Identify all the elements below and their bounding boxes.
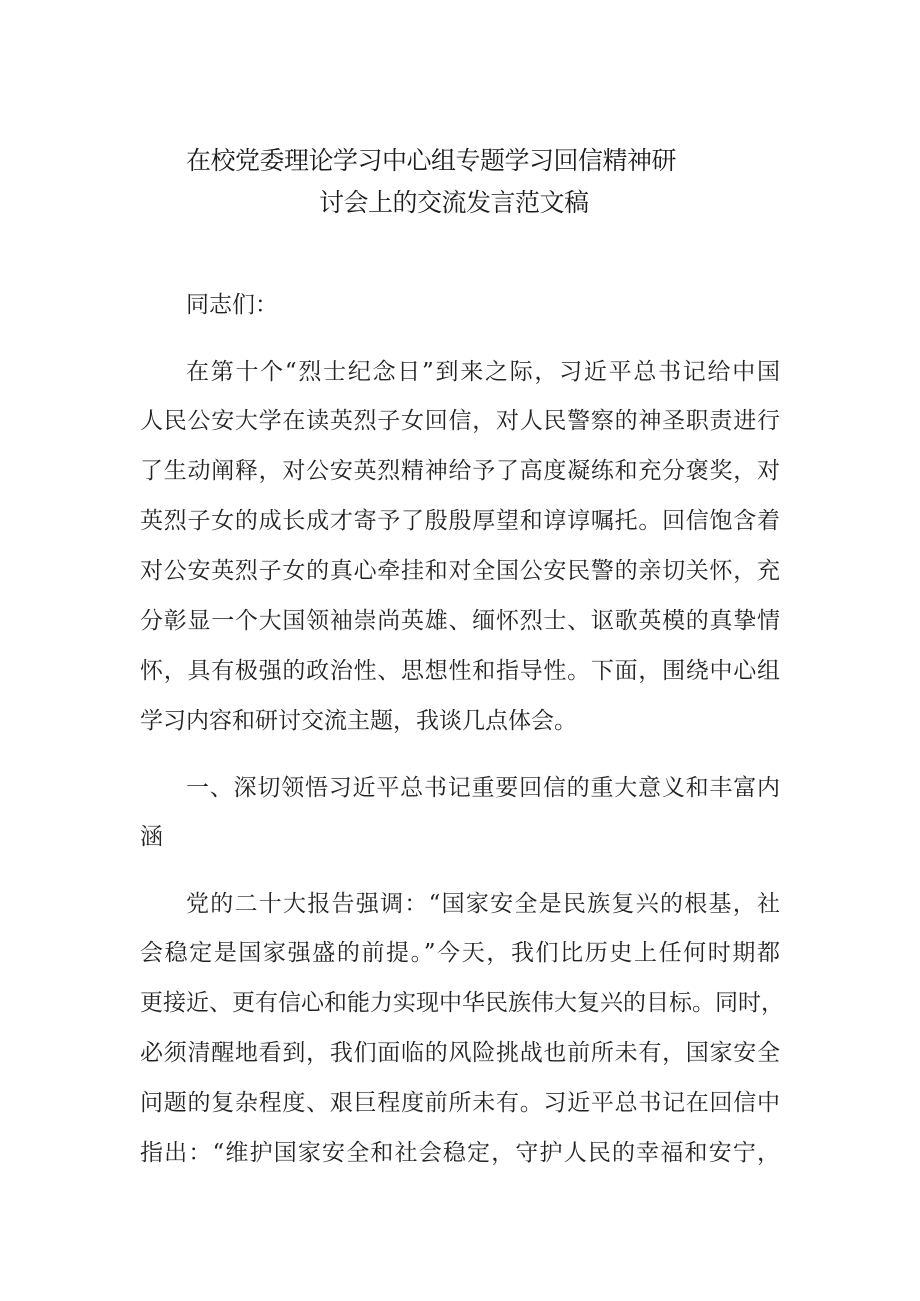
section-heading-continuation: 涵 xyxy=(140,824,163,850)
body-line: 指出：“维护国家安全和社会稳定，守护人民的幸福和安宁， xyxy=(140,1140,780,1166)
document-title-line-2: 讨会上的交流发言范文稿 xyxy=(319,188,589,217)
body-line: 会稳定是国家强盛的前提。”今天，我们比历史上任何时期都 xyxy=(140,940,780,966)
body-line: 党的二十大报告强调：“国家安全是民族复兴的根基，社 xyxy=(186,891,780,917)
body-line: 更接近、更有信心和能力实现中华民族伟大复兴的目标。同时， xyxy=(140,990,784,1016)
body-line: 在第十个“烈士纪念日”到来之际，习近平总书记给中国 xyxy=(186,359,780,385)
body-line: 了生动阐释，对公安英烈精神给予了高度凝练和充分褒奖，对 xyxy=(140,458,780,484)
document-title-line-1: 在校党委理论学习中心组专题学习回信精神研 xyxy=(186,146,677,175)
body-line: 必须清醒地看到，我们面临的风险挑战也前所未有，国家安全 xyxy=(140,1040,780,1066)
section-heading: 一、深切领悟习近平总书记重要回信的重大意义和丰富内 xyxy=(186,775,780,801)
body-line: 对公安英烈子女的真心牵挂和对全国公安民警的亲切关怀，充 xyxy=(140,558,780,584)
body-line: 问题的复杂程度、艰巨程度前所未有。习近平总书记在回信中 xyxy=(140,1090,780,1116)
salutation: 同志们： xyxy=(186,292,278,318)
body-line: 人民公安大学在读英烈子女回信，对人民警察的神圣职责进行 xyxy=(140,408,780,434)
body-line: 学习内容和研讨交流主题，我谈几点体会。 xyxy=(140,708,577,734)
body-line: 分彰显一个大国领袖崇尚英雄、缅怀烈士、讴歌英模的真挚情 xyxy=(140,608,780,634)
body-line: 英烈子女的成长成才寄予了殷殷厚望和谆谆嘱托。回信饱含着 xyxy=(140,508,780,534)
body-line: 怀，具有极强的政治性、思想性和指导性。下面，围绕中心组 xyxy=(140,658,780,684)
